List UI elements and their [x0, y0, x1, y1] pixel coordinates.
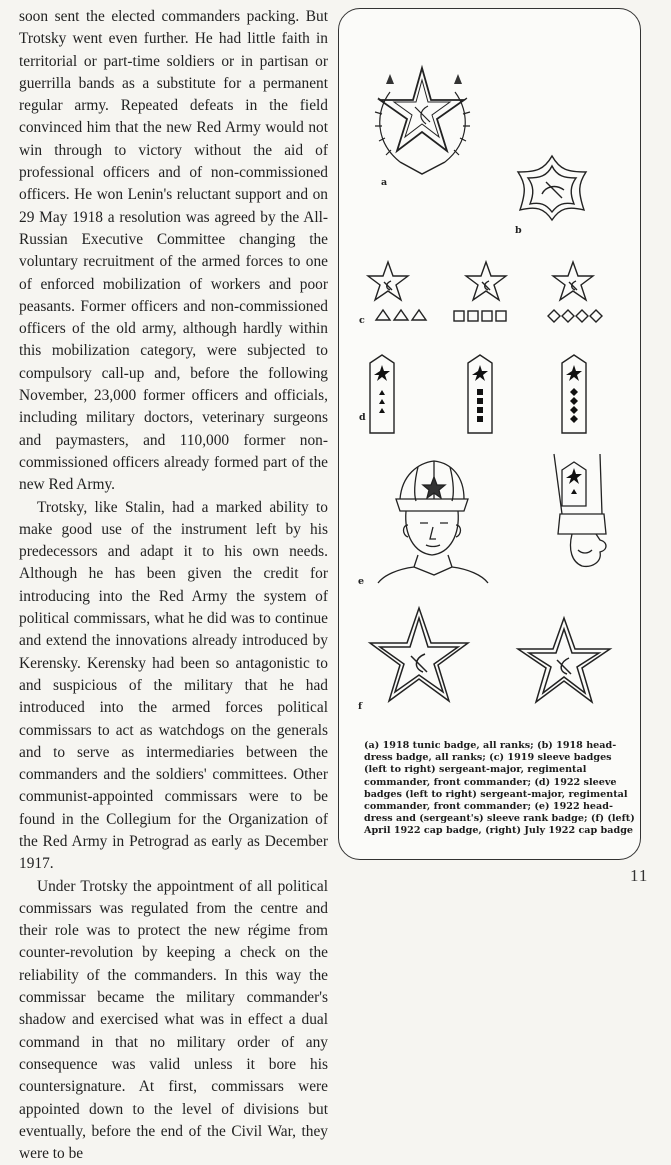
figure-label-e: e: [358, 576, 365, 587]
body-text-column: [19, 6, 328, 1165]
cap-badge-april-1922-illustration: [367, 606, 471, 704]
body-paragraph: Under Trotsky the appointment of all political commissars was regulated from the centre and their role was to protect the new régime from counter-revolution by keeping a check on the reliability of the commanders. In this way the commissar became the military commander's shadow and exercised what was in effect a dual command in that no military order of any consequence was valid unless it bore his countersignature. At first, commissars were appointed down to the level of divisions but eventually, before the end of the Civil War, they were to be: [19, 877, 328, 1163]
sleeve-badges-1922-illustration: [370, 355, 620, 435]
cap-badge-july-1922-illustration: [514, 616, 614, 706]
tunic-badge-1918-illustration: [370, 62, 475, 177]
soldier-portrait-illustration: [378, 455, 490, 583]
sleeve-badges-1919-illustration: [370, 258, 620, 334]
figure-label-b: b: [515, 225, 522, 236]
figure-label-a: a: [381, 177, 388, 188]
figure-caption: (a) 1918 tunic badge, all ranks; (b) 1918 head-dress badge, all ranks; (c) 1919 sleeve badges (left to right) sergeant-major, regimental commander, front commander; (d) 1922 sleeve badges (left to right) sergeant-major, regimental commander, front commander; (e) 1922 head-dress and (sergeant's) sleeve rank badge; (f) (left) April 1922 cap badge, (right) July 1922 cap badge: [364, 740, 635, 837]
page-number: 11: [630, 866, 649, 885]
figure-label-d: d: [359, 412, 366, 423]
figure-label-c: c: [359, 315, 365, 326]
body-paragraph: soon sent the elected commanders packing. But Trotsky went even further. He had little faith in territorial or part-time soldiers or in partisan or guerrilla bands as a substitute for a permanent regular army. Repeated defeats in the field convinced him that the new Red Army would not win through to victory without the aid of professional officers and of non-commissioned officers. He won Lenin's reluctant support and on 29 May 1918 a resolution was agreed by the All-Russian Executive Committee changing the voluntary recruitment of the armed forces to one of enforced mobilization of workers and poor peasants. Former officers and non-commissioned officers of the old army, although hardly within this mobilization category, were subjected to compulsory call-up and, before the following November, 23,000 former officers and officials, including military doctors, veterinary surgeons and paymasters, and 110,000 former non-commissioned officers already formed part of the new Red Army.: [19, 8, 328, 494]
sleeve-rank-badge-illustration: [548, 454, 620, 570]
body-paragraph: Trotsky, like Stalin, had a marked ability to make good use of the instrument left by his predecessors and adapt it to his own needs. Although he has been given the credit for introducing into the Red Army the system of political commissars, what he did was to continue and extend the innovations already introduced by Kerensky. Kerensky had been so antagonistic to and suspicious of the military that he had introduced into the armed forces political commissars to act as watchdogs on the generals and to serve as intermediaries between the commanders and the soldiers' committees. Other communist-appointed commissars were to be found in the Collegium for the Organization of the Red Army in Petrograd as early as December 1917.: [19, 498, 328, 873]
headdress-badge-1918-illustration: [512, 152, 594, 224]
figure-label-f: f: [358, 701, 363, 712]
